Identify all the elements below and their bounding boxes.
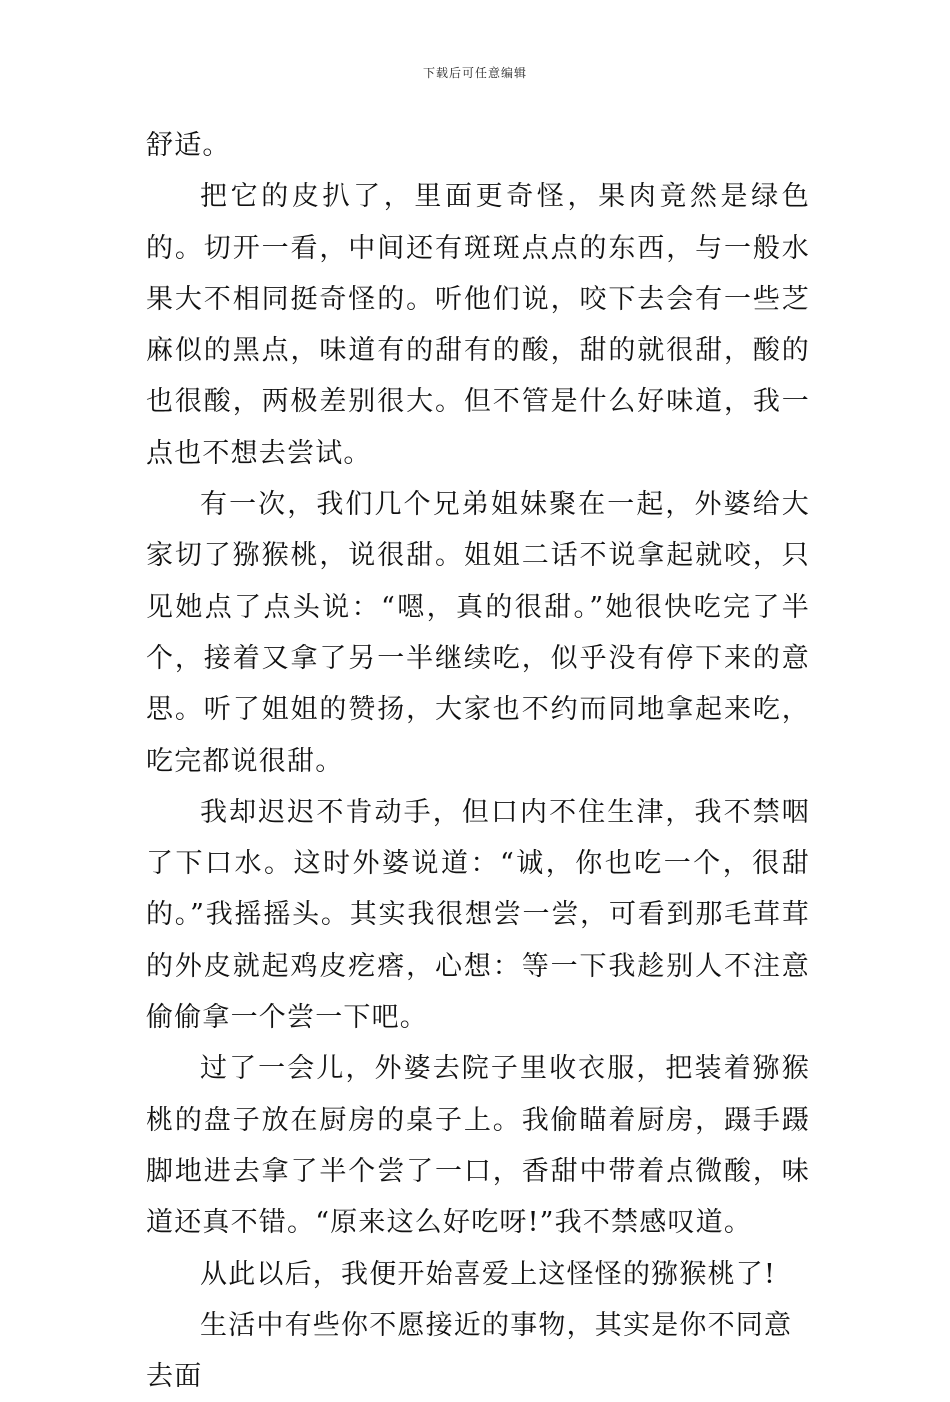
paragraph-7: 生活中有些你不愿接近的事物，其实是你不同意去面 [146, 1309, 793, 1393]
paragraph-6: 从此以后，我便开始喜爱上这怪怪的猕猴桃了! [200, 1258, 777, 1290]
page-header: 下载后可任意编辑 [422, 66, 527, 80]
paragraph-4: 我却迟迟不肯动手，但口内不住生津，我不禁咽了下口水。这时外婆说道：“诚，你也吃一个，很甜的。”我摇摇头。其实我很想尝一尝，可看到那毛茸茸的外皮就起鸡皮疙瘩，心想：等一下我趁别人不注意偷偷拿一个尝一下吧。 [146, 796, 810, 1034]
paragraph-2: 把它的皮扒了，里面更奇怪，果肉竟然是绿色的。切开一看，中间还有斑斑点点的东西，与一般水果大不相同挺奇怪的。听他们说，咬下去会有一些芝麻似的黑点，味道有的甜有的酸，甜的就很甜，酸的也很酸，两极差别很大。但不管是什么好味道，我一点也不想去尝试。 [146, 181, 810, 469]
paragraph-1: 舒适。 [146, 130, 231, 161]
document-body [146, 120, 810, 1402]
paragraph-3: 有一次，我们几个兄弟姐妹聚在一起，外婆给大家切了猕猴桃，说很甜。姐姐二话不说拿起就咬，只见她点了点头说：“嗯，真的很甜。”她很快吃完了半个，接着又拿了另一半继续吃，似乎没有停下来的意思。听了姐姐的赞扬，大家也不约而同地拿起来吃，吃完都说很甜。 [146, 489, 810, 777]
paragraph-5: 过了一会儿，外婆去院子里收衣服，把装着猕猴桃的盘子放在厨房的桌子上。我偷瞄着厨房，蹑手蹑脚地进去拿了半个尝了一口，香甜中带着点微酸，味道还真不错。“原来这么好吃呀!”我不禁感叹道。 [146, 1053, 810, 1239]
